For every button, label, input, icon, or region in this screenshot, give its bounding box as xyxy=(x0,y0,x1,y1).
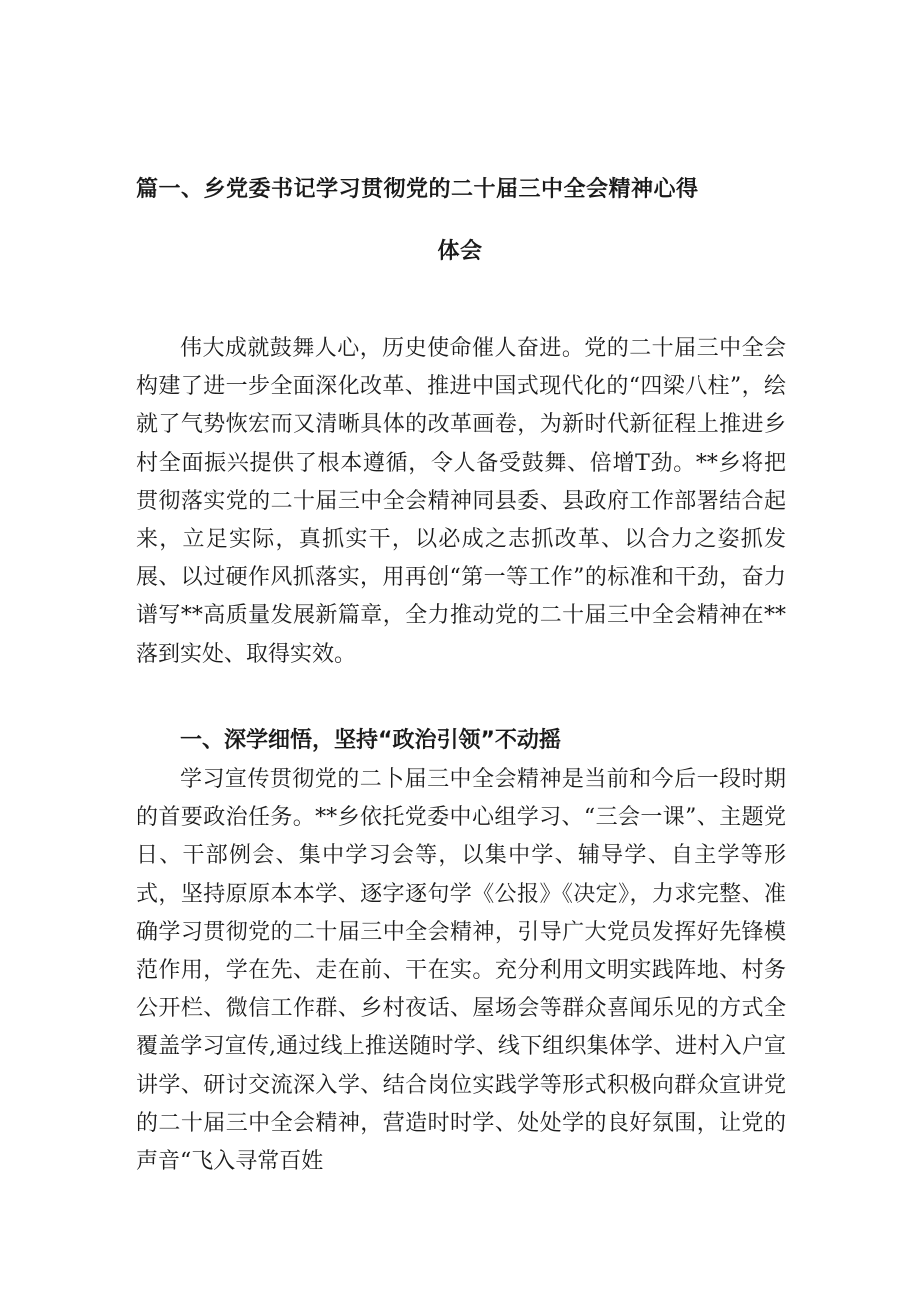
section-heading-1: 一、深学细悟，坚持“政治引领”不动摇 xyxy=(180,728,561,753)
section-1-paragraph: 学习宣传贯彻党的二卜届三中全会精神是当前和今后一段时期的首要政治任务。**乡依托党委中心组学习、“三会一课”、主题党日、干部例会、集中学习会等，以集中学、辅导学、自主学等形式，坚持原原本本学、逐字逐句学《公报》《决定》，力求完整、准确学习贯彻党的二十届三中全会精神，引导广大党员发挥好先锋模范作用，学在先、走在前、干在实。充分利用文明实践阵地、村务公开栏、微信工作群、乡村夜话、屋场会等群众喜闻乐见的方式全覆盖学习宣传,通过线上推送随时学、线下组织集体学、进村入户宣讲学、研讨交流深入学、结合岗位实践学等形式积极向群众宣讲党的二十届三中全会精神，营造时时学、处处学的良好氛围，让党的声音“飞入寻常百姓 xyxy=(136,767,786,1175)
document-title-line-2: 体会 xyxy=(437,239,483,264)
intro-paragraph: 伟大成就鼓舞人心，历史使命催人奋进。党的二十届三中全会构建了进一步全面深化改革、推进中国式现代化的“四梁八柱”，绘就了气势恢宏而又清晰具体的改革画卷，为新时代新征程上推进乡村全面振兴提供了根本遵循，令人备受鼓舞、倍增T劲。**乡将把贯彻落实党的二十届三中全会精神同县委、县政府工作部署结合起来，立足实际，真抓实干，以必成之志抓改革、以合力之姿抓发展、以过硬作风抓落实，用再创“第一等工作”的标准和干劲，奋力谱写**高质量发展新篇章，全力推动党的二十届三中全会精神在**落到实处、取得实效。 xyxy=(136,336,786,667)
document-title-line-1: 篇一、乡党委书记学习贯彻党的二十届三中全会精神心得 xyxy=(136,177,699,202)
